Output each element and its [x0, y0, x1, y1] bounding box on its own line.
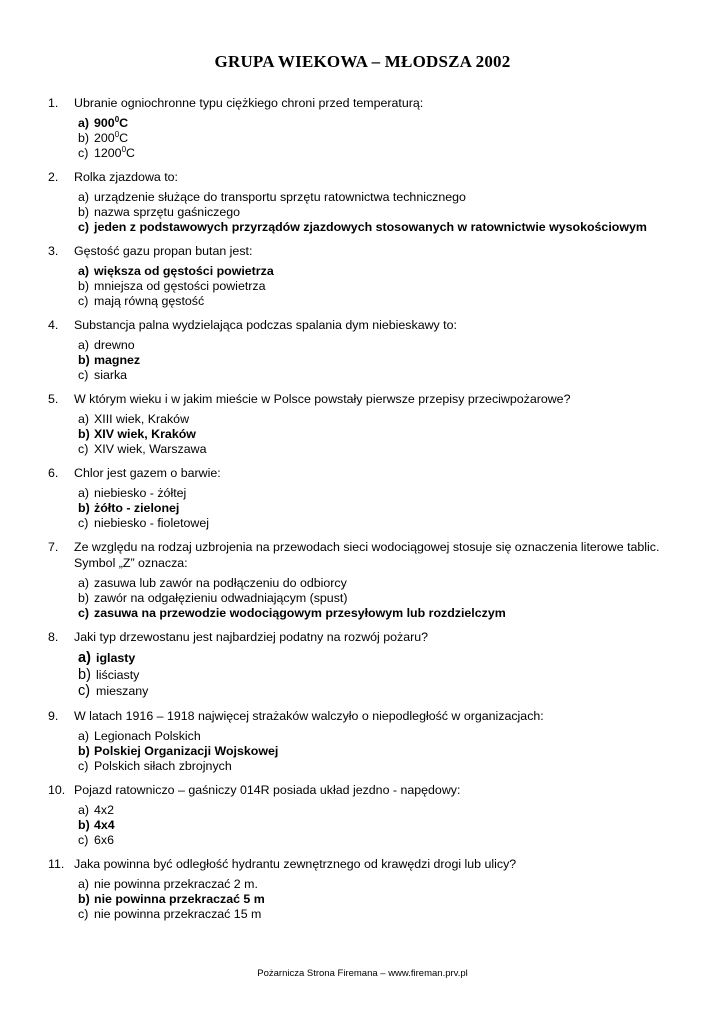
answer-value: siarka [94, 368, 128, 382]
answer-value: nie powinna przekraczać 2 m. [94, 876, 258, 891]
answer-option-correct [78, 116, 690, 131]
answer-value: większa od gęstości powietrza [94, 264, 274, 278]
answer-value: mają równą gęstość [94, 294, 205, 308]
answer-option [78, 412, 690, 427]
question-header [40, 539, 690, 571]
answer-value: niebiesko - fioletowej [94, 516, 210, 530]
answer-text [94, 294, 204, 309]
question-number: 7. [48, 540, 59, 554]
answer-value: iglasty [96, 651, 136, 665]
answer-letter: b) [78, 743, 90, 758]
unit-suffix: C [119, 131, 129, 145]
answer-text [94, 576, 347, 591]
answer-text [94, 877, 258, 892]
question-item [40, 782, 690, 848]
answer-letter: c) [78, 146, 89, 160]
question-item [40, 465, 690, 531]
answer-text [94, 264, 274, 279]
answer-text [94, 892, 265, 907]
answer-letter: a) [78, 190, 90, 204]
question-text: Substancja palna wydzielająca podczas spalania dym niebieskawy to: [74, 318, 457, 332]
answer-letter: c) [78, 516, 89, 530]
question-item [40, 169, 690, 235]
answer-option [78, 803, 690, 818]
answer-option-correct [78, 501, 690, 516]
question-header [40, 95, 690, 111]
answer-option-correct [78, 744, 690, 759]
question-item [40, 317, 690, 383]
question-text: Ubranie ogniochronne typu ciężkiego chroni przed temperaturą: [74, 96, 424, 110]
answer-option [78, 877, 690, 892]
answer-text [94, 220, 647, 235]
answer-text [94, 146, 135, 161]
question-list [40, 95, 690, 930]
answer-letter: c) [78, 832, 89, 847]
answer-option-correct [78, 427, 690, 442]
answer-text [94, 338, 135, 353]
answer-text [94, 368, 127, 383]
answer-option [78, 683, 690, 700]
answer-option [78, 205, 690, 220]
answer-option [78, 516, 690, 531]
question-header [40, 856, 690, 872]
answer-text [94, 744, 278, 759]
answer-value: Polskich siłach zbrojnych [94, 758, 232, 773]
answer-option-correct [78, 220, 690, 235]
answer-letter: b) [78, 427, 90, 441]
answer-option-correct [78, 264, 690, 279]
answer-letter: a) [78, 876, 90, 891]
answer-text [94, 190, 466, 205]
answer-letter: b) [78, 666, 91, 683]
answer-letter: a) [78, 116, 90, 130]
question-header [40, 169, 690, 185]
answer-value: mieszany [96, 684, 149, 698]
answer-option [78, 486, 690, 501]
answer-text [96, 667, 139, 684]
question-item [40, 243, 690, 309]
question-header [40, 243, 690, 259]
answer-letter: b) [78, 817, 90, 832]
answer-value: XIII wiek, Kraków [94, 412, 190, 426]
answer-letter: a) [78, 802, 90, 817]
question-header [40, 317, 690, 333]
unit-suffix: C [126, 146, 135, 160]
answer-option [78, 338, 690, 353]
answer-list [40, 729, 690, 774]
answer-option [78, 591, 690, 606]
answer-value: mniejsza od gęstości powietrza [94, 279, 266, 293]
answer-letter: a) [78, 486, 90, 500]
answer-option [78, 190, 690, 205]
answer-value: XIV wiek, Kraków [94, 427, 196, 441]
question-number: 4. [48, 318, 59, 332]
answer-list [40, 803, 690, 848]
answer-letter: c) [78, 758, 89, 773]
answer-list [40, 877, 690, 922]
question-number: 3. [48, 244, 59, 258]
question-header [40, 708, 690, 724]
answer-option [78, 279, 690, 294]
answer-text [94, 516, 209, 531]
answer-letter: b) [78, 279, 90, 293]
answer-letter: c) [78, 442, 89, 456]
answer-value: 6x6 [94, 832, 114, 847]
question-header [40, 629, 690, 645]
answer-text [94, 279, 266, 294]
answer-text [94, 907, 261, 922]
answer-option-correct [78, 818, 690, 833]
answer-value: nie powinna przekraczać 15 m [94, 906, 262, 921]
answer-option-correct [78, 353, 690, 368]
question-number: 10. [48, 782, 66, 797]
answer-value: urządzenie służące do transportu sprzętu ratownictwa technicznego [94, 190, 466, 204]
answer-option [78, 833, 690, 848]
answer-value: żółto - zielonej [94, 501, 180, 515]
answer-value: 4x4 [94, 817, 115, 832]
answer-letter: a) [78, 338, 90, 352]
question-item [40, 708, 690, 774]
unit-suffix: C [119, 116, 129, 130]
answer-option [78, 146, 690, 161]
answer-value: 4x2 [94, 802, 114, 817]
answer-text [94, 486, 186, 501]
question-text: Chlor jest gazem o barwie: [74, 466, 221, 480]
answer-list [40, 576, 690, 621]
answer-letter: c) [78, 683, 91, 699]
answer-text [94, 759, 232, 774]
answer-list [40, 338, 690, 383]
answer-value: Legionach Polskich [94, 728, 201, 743]
answer-text [94, 442, 206, 457]
answer-text [96, 683, 148, 700]
answer-letter: b) [78, 891, 90, 906]
answer-text [94, 116, 128, 131]
question-item [40, 95, 690, 161]
answer-letter: c) [78, 220, 90, 234]
question-number: 6. [48, 466, 59, 480]
answer-letter: c) [78, 368, 89, 382]
question-item [40, 629, 690, 700]
answer-value: nie powinna przekraczać 5 m [94, 891, 265, 906]
answer-text [94, 412, 189, 427]
answer-value: XIV wiek, Warszawa [94, 442, 207, 456]
answer-value: 900 [94, 116, 115, 130]
answer-text [94, 818, 115, 833]
answer-text [96, 650, 135, 667]
degree-superscript: 0 [114, 114, 120, 124]
answer-text [94, 606, 506, 621]
question-header [40, 465, 690, 481]
question-item [40, 391, 690, 457]
answer-text [94, 501, 179, 516]
page-footer: Pożarnicza Strona Firemana – www.fireman.prv.pl [257, 968, 468, 979]
answer-text [94, 353, 140, 368]
question-item [40, 539, 690, 621]
answer-letter: b) [78, 131, 90, 145]
answer-text [94, 833, 114, 848]
answer-value: nazwa sprzętu gaśniczego [94, 205, 241, 219]
answer-letter: c) [78, 606, 90, 620]
answer-list [40, 264, 690, 309]
answer-letter: c) [78, 906, 89, 921]
answer-letter: a) [78, 412, 90, 426]
answer-letter: a) [78, 576, 90, 590]
question-header [40, 782, 690, 798]
answer-option [78, 907, 690, 922]
answer-value: jeden z podstawowych przyrządów zjazdowych stosowanych w ratownictwie wysokościowym [94, 220, 647, 234]
answer-letter: b) [78, 501, 90, 515]
answer-letter: a) [78, 264, 90, 278]
answer-value: zawór na odgałęzieniu odwadniającym (spust) [94, 591, 348, 605]
answer-option [78, 576, 690, 591]
degree-superscript: 0 [114, 129, 120, 139]
question-text: Jaki typ drzewostanu jest najbardziej podatny na rozwój pożaru? [74, 630, 429, 644]
answer-value: drewno [94, 338, 135, 352]
answer-option-correct [78, 650, 690, 667]
answer-text [94, 729, 201, 744]
answer-letter: a) [78, 650, 91, 666]
answer-value: Polskiej Organizacji Wojskowej [94, 743, 279, 758]
question-text: W którym wieku i w jakim mieście w Polsce powstały pierwsze przepisy przeciwpożarowe? [74, 392, 571, 406]
question-text: Jaka powinna być odległość hydrantu zewnętrznego od krawędzi drogi lub ulicy? [74, 856, 517, 871]
answer-text [94, 803, 114, 818]
answer-value: magnez [94, 353, 141, 367]
answer-value: zasuwa lub zawór na podłączeniu do odbiorcy [94, 576, 347, 590]
answer-letter: c) [78, 294, 89, 308]
question-text: W latach 1916 – 1918 najwięcej strażaków walczyło o niepodległość w organizacjach: [74, 708, 544, 723]
question-text: Gęstość gazu propan butan jest: [74, 244, 253, 258]
answer-value: 200 [94, 131, 115, 145]
answer-text [94, 427, 196, 442]
answer-option [78, 294, 690, 309]
answer-text [94, 591, 347, 606]
answer-option-correct [78, 892, 690, 907]
answer-value: 1200 [94, 146, 122, 160]
answer-list [40, 190, 690, 235]
question-text: Rolka zjazdowa to: [74, 170, 178, 184]
question-number: 9. [48, 708, 59, 723]
answer-value: zasuwa na przewodzie wodociągowym przesyłowym lub rozdzielczym [94, 606, 506, 620]
answer-text [94, 205, 240, 220]
question-number: 1. [48, 96, 59, 110]
answer-list [40, 650, 690, 700]
degree-superscript: 0 [121, 144, 127, 154]
question-number: 2. [48, 170, 59, 184]
page-title: GRUPA WIEKOWA – MŁODSZA 2002 [214, 52, 511, 71]
answer-option [78, 368, 690, 383]
answer-letter: a) [78, 728, 90, 743]
question-header [40, 391, 690, 407]
question-text: Pojazd ratowniczo – gaśniczy 014R posiada układ jezdno - napędowy: [74, 782, 461, 797]
question-text: Ze względu na rodzaj uzbrojenia na przewodach sieci wodociągowej stosuje się oznaczenia literowe tablic. Symbol „Z” oznacza: [74, 540, 660, 570]
answer-option [78, 667, 690, 684]
answer-option [78, 729, 690, 744]
answer-option [78, 442, 690, 457]
question-number: 8. [48, 630, 59, 644]
question-item [40, 856, 690, 922]
answer-option [78, 131, 690, 146]
answer-option [78, 759, 690, 774]
answer-letter: b) [78, 205, 90, 219]
answer-list [40, 412, 690, 457]
answer-text [94, 131, 128, 146]
question-number: 11. [48, 856, 65, 871]
question-number: 5. [48, 392, 59, 406]
answer-option-correct [78, 606, 690, 621]
answer-list [40, 116, 690, 161]
answer-letter: b) [78, 591, 90, 605]
answer-value: liściasty [96, 667, 140, 682]
answer-value: niebiesko - żółtej [94, 486, 187, 500]
answer-list [40, 486, 690, 531]
answer-letter: b) [78, 353, 90, 367]
